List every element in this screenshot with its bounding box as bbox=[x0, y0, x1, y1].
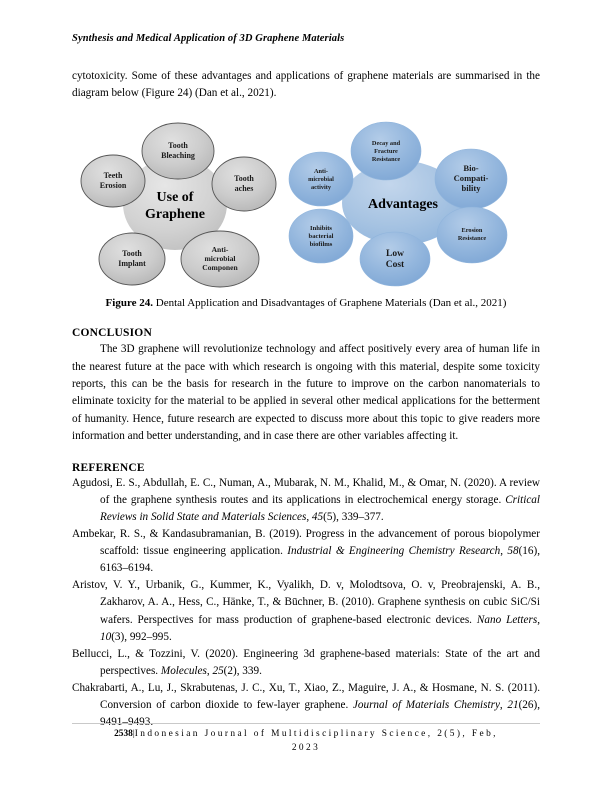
node-anti-microbial-componen bbox=[181, 231, 259, 287]
left-cluster-use-of-graphene bbox=[81, 123, 276, 287]
reference-mid: , bbox=[499, 698, 508, 711]
reference-journal: Industrial & Engineering Chemistry Research bbox=[287, 545, 501, 558]
right-cluster-advantages bbox=[289, 122, 507, 286]
reference-pre: Aristov, V. Y., Urbanik, G., Kummer, K., Vyalikh, D. v, Molodtsova, O. v, Preobrajenski, A. B., Zakharov, A. A., Hess, C., Hänke, T., & Būchner, B. (2010). Graphene synthesis on cubic SiC/Si wafers. Perspectives for mass production of graphene-based electronic devices. bbox=[72, 579, 540, 626]
node-tooth-implant-label-1: Tooth bbox=[122, 248, 142, 258]
node-erosion-resistance bbox=[437, 207, 507, 263]
right-center-label: Advantages bbox=[367, 196, 439, 212]
node-low-cost bbox=[360, 232, 430, 286]
reference-item bbox=[72, 577, 540, 645]
reference-item bbox=[72, 475, 540, 526]
reference-list bbox=[72, 475, 540, 730]
reference-post: (3), 992–995. bbox=[111, 630, 172, 643]
node-low-cost-label-1: Low bbox=[386, 248, 404, 259]
node-decay-fracture-resistance-label-1: Decay and bbox=[371, 139, 401, 147]
node-anti-microbial-activity-label-2: microbial bbox=[308, 175, 334, 183]
reference-mid: , bbox=[306, 511, 312, 524]
node-inhibits-bacterial-biofilms-label-3: biofilms bbox=[309, 240, 333, 248]
node-tooth-aches-label-2: aches bbox=[234, 183, 254, 193]
node-anti-microbial-componen-label-3: Componen bbox=[202, 262, 238, 272]
node-teeth-erosion-label-2: Erosion bbox=[99, 180, 127, 190]
running-head: Synthesis and Medical Application of 3D Graphene Materials bbox=[72, 33, 345, 44]
node-teeth-erosion bbox=[81, 155, 145, 207]
reference-pre: Bellucci, L., & Tozzini, V. (2020). Engineering 3d graphene-based materials: State of the art and perspectives. bbox=[72, 647, 540, 677]
node-tooth-bleaching-label-2: Bleaching bbox=[161, 150, 195, 160]
footer-page-number: 2538 bbox=[114, 729, 133, 739]
reference-pre: Agudosi, E. S., Abdullah, E. C., Numan, A., Mubarak, N. M., Khalid, M., & Omar, N. (2020). A review of the graphene synthesis routes and its applications in electrochemical energy storage. bbox=[72, 477, 540, 507]
page-footer bbox=[72, 728, 540, 755]
node-tooth-bleaching bbox=[142, 123, 214, 179]
footer-divider bbox=[72, 723, 540, 724]
conclusion-heading: CONCLUSION bbox=[72, 327, 152, 340]
reference-pre: Chakrabarti, A., Lu, J., Skrabutenas, J. C., Xu, T., Xiao, Z., Maguire, J. A., & Hosmane, N. S. (2011). Conversion of carbon dioxide to few-layer graphene. bbox=[72, 681, 540, 711]
reference-journal: Journal of Materials Chemistry bbox=[352, 698, 500, 711]
reference-post: (16), 6163–6194. bbox=[100, 545, 541, 575]
left-center-label-1: Use of bbox=[156, 189, 194, 205]
node-decay-fracture-resistance bbox=[351, 122, 421, 180]
node-bio-compatibility-label-3: bility bbox=[461, 182, 481, 193]
node-anti-microbial-componen-label-1: Anti- bbox=[211, 244, 229, 254]
figure-caption bbox=[72, 295, 540, 312]
reference-volume: 25 bbox=[212, 664, 224, 677]
reference-pre: Ambekar, R. S., & Kandasubramanian, B. (2019). Progress in the advancement of porous biopolymer scaffold: tissue engineering application. bbox=[72, 528, 540, 558]
node-low-cost-shape bbox=[360, 232, 430, 286]
reference-journal: Molecules bbox=[160, 664, 207, 677]
reference-post: (2), 339. bbox=[223, 664, 262, 677]
node-tooth-implant-label-2: Implant bbox=[118, 258, 146, 268]
node-decay-fracture-resistance-label-3: Resistance bbox=[371, 155, 401, 163]
figure-caption-label: Figure 24. bbox=[105, 296, 154, 309]
node-anti-microbial-activity bbox=[289, 152, 353, 206]
graphene-diagram bbox=[72, 111, 540, 289]
reference-mid: , bbox=[537, 613, 540, 626]
reference-item bbox=[72, 526, 540, 577]
reference-volume: 10 bbox=[100, 630, 112, 643]
footer-separator: | bbox=[132, 729, 135, 739]
node-anti-microbial-activity-label-1: Anti- bbox=[314, 167, 328, 175]
node-tooth-aches-label-1: Tooth bbox=[234, 173, 254, 183]
node-bio-compatibility-label-1: Bio- bbox=[463, 162, 479, 173]
left-center-label-2: Graphene bbox=[145, 206, 205, 222]
node-anti-microbial-componen-label-2: microbial bbox=[204, 253, 236, 263]
reference-post: (5), 339–377. bbox=[323, 511, 384, 524]
node-erosion-resistance-label-1: Erosion bbox=[461, 226, 483, 234]
figure-caption-text: Dental Application and Disadvantages of Graphene Materials (Dan et al., 2021) bbox=[153, 296, 507, 309]
node-tooth-aches bbox=[212, 157, 276, 211]
page-content bbox=[72, 68, 540, 731]
node-bio-compatibility-label-2: Compati- bbox=[453, 172, 489, 183]
footer-year: 2023 bbox=[291, 742, 321, 753]
reference-item bbox=[72, 646, 540, 680]
intro-paragraph: cytotoxicity. Some of these advantages and applications of graphene materials are summarised in the diagram below (Figure 24) (Dan et al., 2021). bbox=[72, 70, 540, 100]
node-bio-compatibility bbox=[435, 149, 507, 209]
reference-volume: 45 bbox=[311, 511, 324, 524]
reference-post: (26), 9491–9493. bbox=[100, 698, 541, 728]
reference-volume: 58 bbox=[507, 545, 519, 558]
node-erosion-resistance-label-2: Resistance bbox=[457, 234, 487, 242]
reference-heading: REFERENCE bbox=[72, 462, 145, 475]
reference-mid: , bbox=[500, 545, 508, 558]
node-decay-fracture-resistance-label-2: Fracture bbox=[374, 147, 398, 155]
node-inhibits-bacterial-biofilms-label-1: Inhibits bbox=[310, 224, 332, 232]
node-anti-microbial-activity-label-3: activity bbox=[311, 183, 331, 191]
footer-journal-title: Indonesian Journal of Multidisciplinary Science, 2(5), Feb, bbox=[134, 729, 498, 739]
figure-24 bbox=[72, 111, 540, 289]
node-tooth-implant bbox=[99, 233, 165, 285]
node-teeth-erosion-label-1: Teeth bbox=[103, 170, 123, 180]
node-low-cost-label-2: Cost bbox=[385, 259, 405, 270]
node-inhibits-bacterial-biofilms-label-2: bacterial bbox=[308, 232, 334, 240]
reference-journal: Critical Reviews in Solid State and Materials Sciences bbox=[100, 494, 540, 524]
reference-volume: 21 bbox=[507, 698, 519, 711]
node-inhibits-bacterial-biofilms bbox=[289, 209, 353, 263]
conclusion-paragraph: The 3D graphene will revolutionize technology and affect positively every area of human life in the nearest future at the pace with which research is ongoing with this material, despite some toxicity reports, this can be the basis for research in the future to improve on the carbon nanomaterials to eliminate toxicity for the material to be applied in several other medical applications for the betterment of humanity. Hence, future research are expected to discuss more about this topic to give readers more information and better understanding, and in case there are other variables affecting it. bbox=[72, 343, 540, 443]
node-tooth-bleaching-label-1: Tooth bbox=[168, 140, 188, 150]
reference-journal: Nano Letters bbox=[476, 613, 538, 626]
reference-mid: , bbox=[206, 664, 213, 677]
